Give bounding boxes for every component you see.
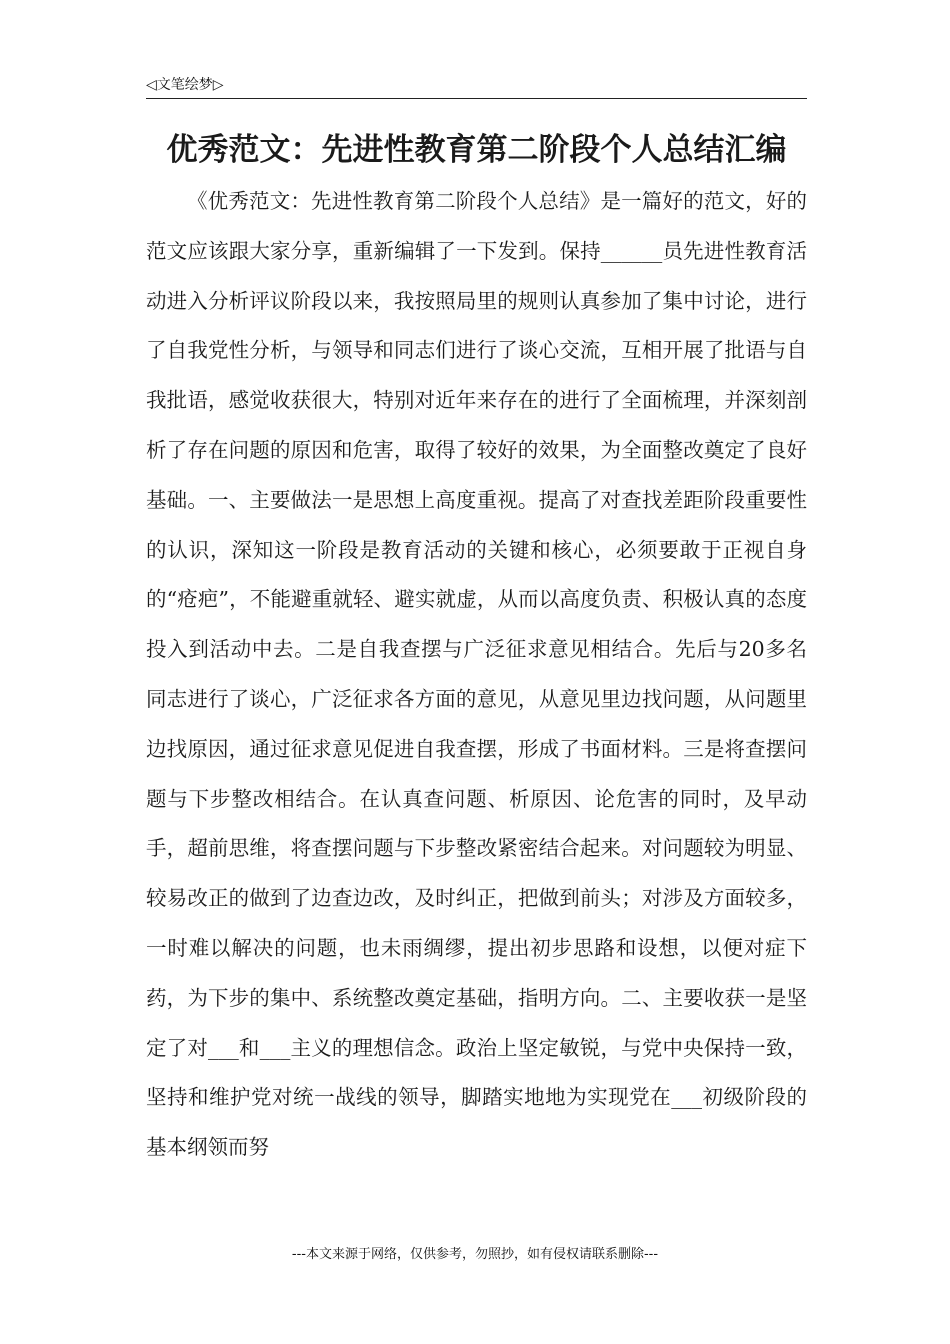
header-brand: ◁文笔绘梦▷: [146, 77, 224, 93]
document-body: 《优秀范文：先进性教育第二阶段个人总结》是一篇好的范文，好的范文应该跟大家分享，重新编辑了一下发到。保持______员先进性教育活动进入分析评议阶段以来，我按照局里的规则认真参加了集中讨论，进行了自我党性分析，与领导和同志们进行了谈心交流，互相开展了批语与自我批语，感觉收获很大，特别对近年来存在的进行了全面梳理，并深刻剖析了存在问题的原因和危害，取得了较好的效果，为全面整改奠定了良好基础。一、主要做法一是思想上高度重视。提高了对查找差距阶段重要性的认识，深知这一阶段是教育活动的关键和核心，必须要敢于正视自身的“疮疤”，不能避重就轻、避实就虚，从而以高度负责、积极认真的态度投入到活动中去。二是自我查摆与广泛征求意见相结合。先后与20多名同志进行了谈心，广泛征求各方面的意见，从意见里边找问题，从问题里边找原因，通过征求意见促进自我查摆，形成了书面材料。三是将查摆问题与下步整改相结合。在认真查问题、析原因、论危害的同时，及早动手，超前思维，将查摆问题与下步整改紧密结合起来。对问题较为明显、较易改正的做到了边查边改，及时纠正，把做到前头；对涉及方面较多，一时难以解决的问题，也未雨绸缪，提出初步思路和设想，以便对症下药，为下步的集中、系统整改奠定基础，指明方向。二、主要收获一是坚定了对___和___主义的理想信念。政治上坚定敏锐，与党中央保持一致，坚持和维护党对统一战线的领导，脚踏实地地为实现党在___初级阶段的基本纲领而努: [146, 189, 807, 1160]
document-title: 优秀范文：先进性教育第二阶段个人总结汇编: [166, 132, 787, 168]
page-header: [146, 74, 807, 99]
page-footer: ---本文来源于网络，仅供参考，勿照抄，如有侵权请联系删除---: [291, 1247, 659, 1262]
